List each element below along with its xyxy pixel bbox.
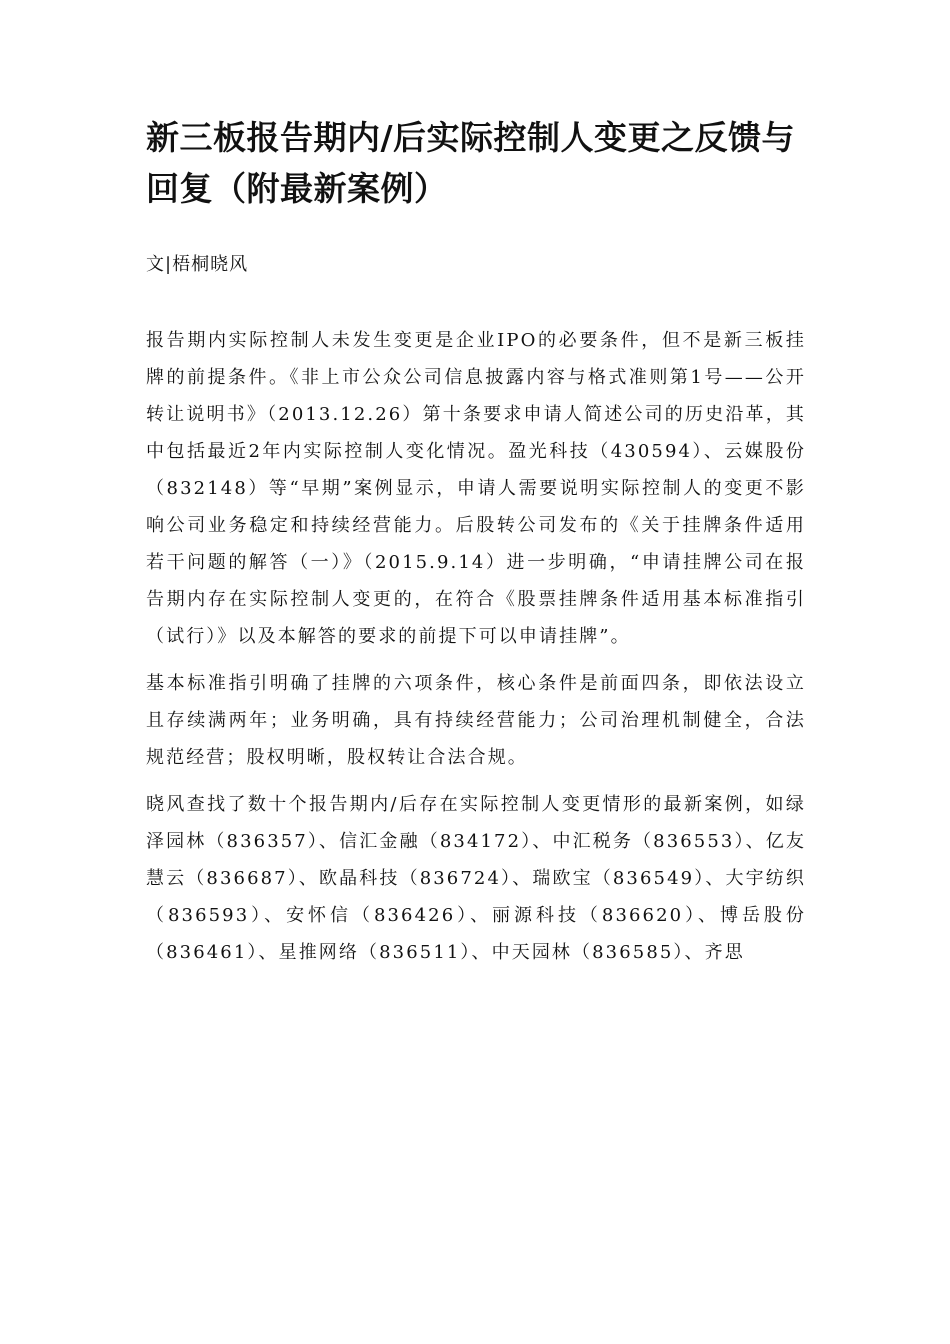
paragraph-intro: 报告期内实际控制人未发生变更是企业IPO的必要条件，但不是新三板挂牌的前提条件。《非上市公众公司信息披露内容与格式准则第1号——公开转让说明书》（2013.12.26）第十条要求申请人简述公司的历史沿革，其中包括最近2年内实际控制人变化情况。盈光科技（430594）、云媒股份（832148）等“早期”案例显示，申请人需要说明实际控制人的变更不影响公司业务稳定和持续经营能力。后股转公司发布的《关于挂牌条件适用若干问题的解答（一）》（2015.9.14）进一步明确，“申请挂牌公司在报告期内存在实际控制人变更的，在符合《股票挂牌条件适用基本标准指引（试行）》以及本解答的要求的前提下可以申请挂牌”。 xyxy=(146,330,806,647)
author-line: 文|梧桐晓风 xyxy=(146,254,249,275)
paragraph-case-list: 晓风查找了数十个报告期内/后存在实际控制人变更情形的最新案例，如绿泽园林（836357）、信汇金融（834172）、中汇税务（836553）、亿友慧云（836687）、欧晶科技（836724）、瑞欧宝（836549）、大宇纺织（836593）、安怀信（836426）、丽源科技（836620）、博岳股份（836461）、星推网络（836511）、中天园林（836585）、齐思 xyxy=(146,794,806,963)
document-title: 新三板报告期内/后实际控制人变更之反馈与回复（附最新案例） xyxy=(146,118,796,208)
paragraph-listing-conditions: 基本标准指引明确了挂牌的六项条件，核心条件是前面四条，即依法设立且存续满两年；业务明确，具有持续经营能力；公司治理机制健全，合法规范经营；股权明晰，股权转让合法合规。 xyxy=(146,673,806,768)
document-page xyxy=(146,112,806,971)
